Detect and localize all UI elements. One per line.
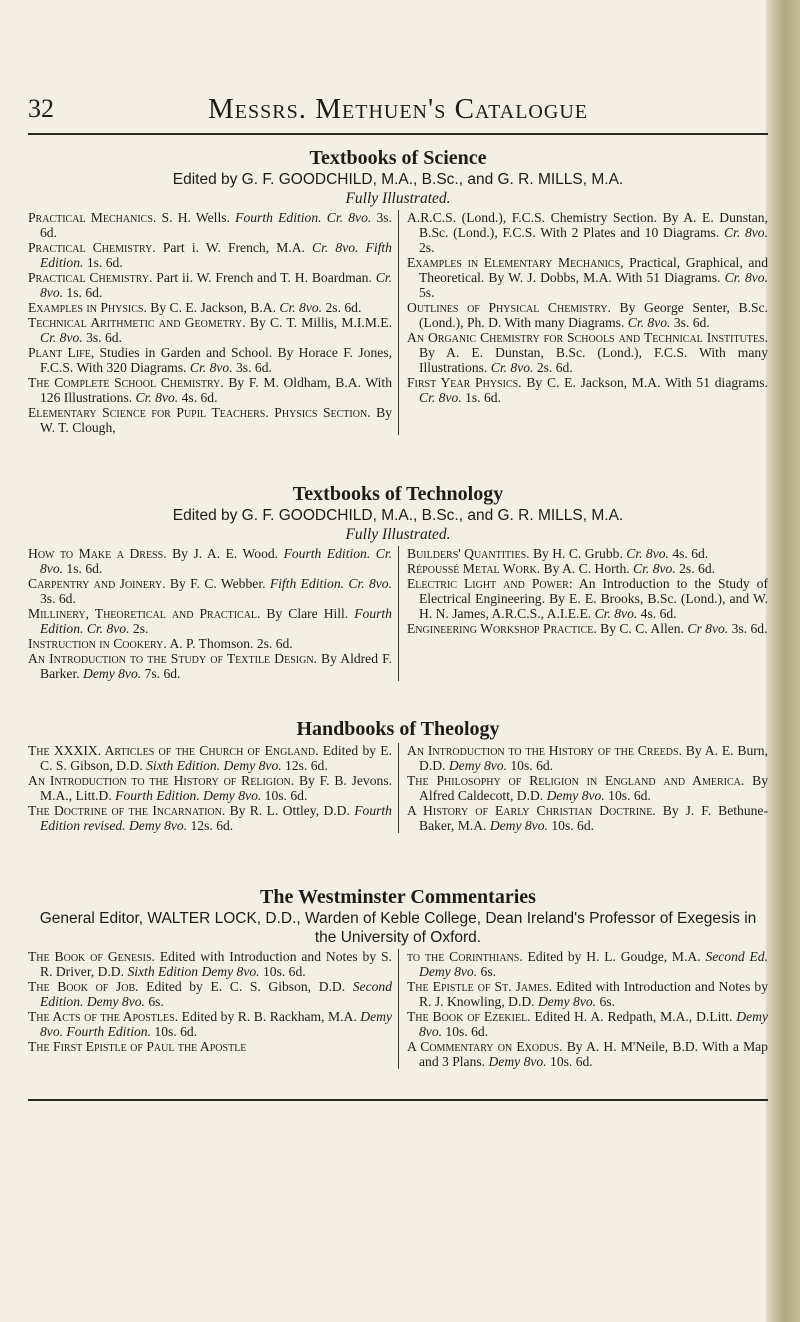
entry-price: 10s. 6d. [547,818,595,833]
entry-title: Practical Mechanics. [28,210,157,225]
page-number: 32 [28,94,54,123]
section-illustrated-note: Fully Illustrated. [345,526,451,543]
entry-price: 4s. 6d. [637,606,677,621]
entry-author: By Aldred F. Barker. [40,651,392,681]
catalogue-entry [407,210,768,255]
catalogue-title: Messrs. Methuen's Catalogue [208,93,588,125]
section-columns [28,210,768,435]
entry-price: 7s. 6d. [141,666,181,681]
entry-author: Practical, Graphical, and Theoretical. By W. J. Dobbs, M.A. With 51 Diagrams. [419,255,768,285]
entry-author: Studies in Garden and School. By Horace F. Jones, F.C.S. With 320 Diagrams. [40,345,392,375]
entry-title: Examples in Elementary Mechanics, [407,255,624,270]
entry-title: Elementary Science for Pupil Teachers. Physics Section. [28,405,371,420]
entry-format: Fourth Edition. Cr. 8vo. [40,546,393,576]
entry-format: Sixth Edition. Demy 8vo. [146,758,282,773]
entry-author: A.R.C.S. (Lond.), F.C.S. Chemistry Section. By A. E. Dunstan, B.Sc. (Lond.), F.C.S. With 2 Plates and 10 Diagrams. [407,210,768,240]
column-left [28,949,398,1069]
entry-author: By F. M. Oldham, B.A. With 126 Illustrations. [40,375,392,405]
catalogue-entry [407,1009,768,1039]
entry-author: By H. C. Grubb. [529,546,627,561]
catalogue-entry [28,743,392,773]
entry-price: 10s. 6d. [506,758,554,773]
catalogue-entry [28,979,392,1009]
entry-title: Répoussé Metal Work. [407,561,541,576]
entry-author: By C. C. Allen. [596,621,688,636]
entry-author: Edited with Introduction and Notes by S. R. Driver, D.D. [40,949,392,979]
entry-format: Demy 8vo. [448,758,507,773]
footer-rule [28,1099,768,1101]
catalogue-entry [407,330,768,375]
entry-price: 1s. 6d. [461,390,501,405]
entry-title: How to Make a Dress. [28,546,167,561]
entry-price: 6s. [477,964,497,979]
entry-title: The First Epistle of Paul the Apostle [28,1039,247,1054]
catalogue-entry [28,345,392,375]
entry-price: 10s. 6d. [604,788,651,803]
entry-price: 4s. 6d. [668,546,709,561]
entry-price: 10s. 6d. [442,1024,489,1039]
catalogue-entry [28,773,392,803]
catalogue-entry [28,636,392,651]
entry-author: An Introduction to the Study of Electrical Engineering. By E. E. Brooks, B.Sc. (Lond.), and W. H. N. James, A.R.C.S., A.I.E.E. [419,576,769,621]
catalogue-entry [407,255,768,300]
entry-author: By A. H. M'Neile, B.D. With a Map and 3 Plans. [419,1039,768,1069]
entry-title: Examples in Physics. [28,300,147,315]
entry-format: Cr. 8vo. [724,270,768,285]
entry-price: 5s. [419,285,435,300]
entry-title: An Introduction to the History of Religion. [28,773,295,788]
catalogue-entry [28,210,392,240]
entry-format: Second Edition. Demy 8vo. [40,979,392,1009]
entry-title: to the Corinthians. [407,949,523,964]
header-rule [28,133,768,135]
section-title: Handbooks of Theology [296,718,500,740]
column-right [398,210,768,435]
entry-author: By J. F. Bethune-Baker, M.A. [419,803,768,833]
catalogue-entry [28,651,392,681]
column-right [398,743,768,833]
entry-format: Cr. 8vo. [723,225,768,240]
entry-author: Edited by E. C. S. Gibson, D.D. [40,743,392,773]
entry-format: Demy 8vo. [83,666,142,681]
entry-author: Edited H. A. Redpath, M.A., D.Litt. [530,1009,737,1024]
section-handbooks-of-theology [28,717,768,833]
entry-author: By A. E. Burn, D.D. [419,743,768,773]
entry-title: The Complete School Chemistry. [28,375,224,390]
section-textbooks-of-science [28,146,768,435]
entry-price: 10s. 6d. [259,964,306,979]
entry-format: Demy 8vo. [488,1054,547,1069]
catalogue-entry [28,606,392,636]
entry-title: Builders' Quantities. [407,546,530,561]
catalogue-entry [28,300,392,315]
entry-author: Edited by H. L. Goudge, M.A. [522,949,706,964]
catalogue-entry [407,773,768,803]
entry-price: 4s. 6d. [178,390,218,405]
entry-price: 2s. 6d. [533,360,573,375]
entry-price: 2s. [419,240,435,255]
entry-title: Instruction in Cookery. [28,636,167,651]
section-columns [28,743,768,833]
entry-author: Part ii. W. French and T. H. Boardman. [152,270,376,285]
catalogue-entry [407,375,768,405]
entry-title: First Year Physics. [407,375,522,390]
entry-format: Cr. 8vo. [594,606,638,621]
entry-format: Fifth Edition. Cr. 8vo. [269,576,393,591]
entry-price: 3s. 6d. [670,315,710,330]
entry-title: Millinery, Theoretical and Practical. [28,606,261,621]
entry-author: By A. C. Horth. [540,561,634,576]
entry-format: Fourth Edition. Cr. 8vo. [235,210,372,225]
entry-title: A History of Early Christian Doctrine. [407,803,656,818]
entry-title: An Organic Chemistry for Schools and Technical Institutes. [407,330,768,345]
entry-title: The Doctrine of the Incarnation. [28,803,226,818]
section-textbooks-of-technology [28,482,768,681]
column-left [28,546,398,681]
entry-price: 3s. 6d. [82,330,122,345]
entry-price: 2s. 6d. [322,300,362,315]
entry-title: Practical Chemistry. [28,270,153,285]
entry-price: 6s. [144,994,164,1009]
section-columns [28,546,768,681]
section-columns [28,949,768,1069]
entry-price: 3s. 6d. [40,591,76,606]
entry-title: The Book of Genesis. [28,949,155,964]
catalogue-entry [28,803,392,833]
section-title: Textbooks of Technology [292,483,504,505]
catalogue-entry [407,1039,768,1069]
catalogue-entry [407,949,768,979]
entry-price: 2s. [129,621,149,636]
entry-price: 10s. 6d. [546,1054,593,1069]
catalogue-entry [407,621,768,636]
entry-price: 2s. 6d. [675,561,716,576]
entry-title: Engineering Workshop Practice. [407,621,597,636]
entry-title: Practical Chemistry. [28,240,156,255]
column-right [398,949,768,1069]
entry-format: Demy 8vo. [546,788,605,803]
catalogue-entry [28,949,392,979]
catalogue-entry [407,561,768,576]
entry-price: 1s. 6d. [83,255,123,270]
entry-price: 3s. 6d. [232,360,272,375]
scan-page-edge [766,0,800,1322]
entry-format: Cr. 8vo. [627,315,671,330]
entry-format: Cr. 8vo. [279,300,323,315]
entry-title: An Introduction to the History of the Creeds. [407,743,682,758]
entry-price: 6s. [596,994,615,1009]
entry-format: Cr. 8vo. [490,360,534,375]
running-head [28,94,768,130]
catalogue-entry [28,576,392,606]
entry-title: Plant Life, [28,345,95,360]
entry-price: 10s. 6d. [261,788,308,803]
catalogue-entry [28,546,392,576]
entry-format: Cr. 8vo. [419,390,462,405]
entry-title: Outlines of Physical Chemistry. [407,300,611,315]
entry-format: Cr 8vo. [687,621,729,636]
entry-title: A Commentary on Exodus. [407,1039,563,1054]
entry-author: Edited by E. C. S. Gibson, D.D. [138,979,353,994]
column-left [28,210,398,435]
entry-author: S. H. Wells. [156,210,236,225]
entry-title: The Philosophy of Religion in England and America. [407,773,745,788]
catalogue-entry [28,240,392,270]
entry-author: By Clare Hill. [260,606,355,621]
catalogue-entry [407,743,768,773]
entry-author: By R. L. Ottley, D.D. [225,803,355,818]
entry-title: The XXXIX. Articles of the Church of England. [28,743,319,758]
entry-format: Cr. 8vo. Fifth Edition. [40,240,392,270]
entry-price: 3s. 6d. [40,210,392,240]
entry-author: By C. E. Jackson, B.A. [146,300,280,315]
catalogue-entry [28,270,392,300]
catalogue-entry [28,405,392,435]
entry-author: Part i. W. French, M.A. [155,240,313,255]
entry-price: 12s. 6d. [187,818,234,833]
entry-price: 3s. 6d. [728,621,768,636]
entry-author: By C. E. Jackson, M.A. With 51 diagrams. [521,375,768,390]
section-title: Textbooks of Science [309,147,487,169]
section-editors: Edited by G. F. GOODCHILD, M.A., B.Sc., and G. R. MILLS, M.A. [172,507,624,524]
section-title: The Westminster Commentaries [260,886,536,908]
entry-price: 1s. 6d. [63,561,103,576]
entry-author: Edited by R. B. Rackham, M.A. [178,1009,361,1024]
section-illustrated-note: Fully Illustrated. [345,190,451,207]
entry-format: Cr. 8vo. [135,390,179,405]
catalogue-entry [28,315,392,345]
entry-format: Cr. 8vo. [189,360,233,375]
entry-title: The Epistle of St. James. [407,979,553,994]
entry-title: The Acts of the Apostles. [28,1009,179,1024]
catalogue-entry [28,1009,392,1039]
entry-author: A. P. Thomson. 2s. 6d. [166,636,293,651]
entry-author: Edited with Introduction and Notes by R. J. Knowling, D.D. [419,979,768,1009]
entry-title: Technical Arithmetic and Geometry. [28,315,246,330]
entry-author: By C. T. Millis, M.I.M.E. [245,315,393,330]
section-editors: General Editor, WALTER LOCK, D.D., Warden of Keble College, Dean Ireland's Professor of Exegesis in the University of Oxford. [39,910,757,946]
entry-author: By W. T. Clough, [40,405,393,435]
catalogue-entry [407,300,768,330]
catalogue-entry [407,979,768,1009]
entry-author: By F. B. Jevons. M.A., Litt.D. [40,773,393,803]
catalogue-entry [28,375,392,405]
entry-author: By F. C. Webber. [165,576,270,591]
entry-format: Cr. 8vo. [626,546,669,561]
entry-title: Electric Light and Power: [407,576,573,591]
entry-format: Cr. 8vo. [40,270,392,300]
entry-format: Cr. 8vo. [633,561,676,576]
entry-author: By Alfred Caldecott, D.D. [419,773,769,803]
entry-format: Demy 8vo. [537,994,597,1009]
entry-format: Demy 8vo. [489,818,548,833]
section-westminster-commentaries [28,885,768,1069]
column-right [398,546,768,681]
entry-author: By J. A. E. Wood. [166,546,284,561]
entry-title: An Introduction to the Study of Textile Design. [28,651,317,666]
entry-price: 10s. 6d. [151,1024,198,1039]
catalogue-entry [28,1039,392,1054]
entry-format: Demy 8vo. Fourth Edition. [40,1009,392,1039]
entry-format: Fourth Edition. Cr. 8vo. [40,606,392,636]
entry-price: 1s. 6d. [63,285,103,300]
entry-format: Demy 8vo. [419,1009,768,1039]
entry-title: The Book of Job. [28,979,139,994]
entry-title: The Book of Ezekiel. [407,1009,531,1024]
catalogue-entry [407,546,768,561]
section-editors: Edited by G. F. GOODCHILD, M.A., B.Sc., and G. R. MILLS, M.A. [172,171,624,188]
entry-format: Second Ed. Demy 8vo. [419,949,768,979]
entry-price: 12s. 6d. [281,758,328,773]
catalogue-entry [407,803,768,833]
entry-format: Fourth Edition. Demy 8vo. [115,788,262,803]
entry-author: By George Senter, B.Sc. (Lond.), Ph. D. With many Diagrams. [419,300,768,330]
entry-format: Fourth Edition revised. Demy 8vo. [40,803,392,833]
entry-format: Cr. 8vo. [40,330,83,345]
entry-author: By A. E. Dunstan, B.Sc. (Lond.), F.C.S. With many Illustrations. [419,345,768,375]
entry-format: Sixth Edition Demy 8vo. [127,964,260,979]
column-left [28,743,398,833]
catalogue-entry [407,576,768,621]
entry-title: Carpentry and Joinery. [28,576,166,591]
